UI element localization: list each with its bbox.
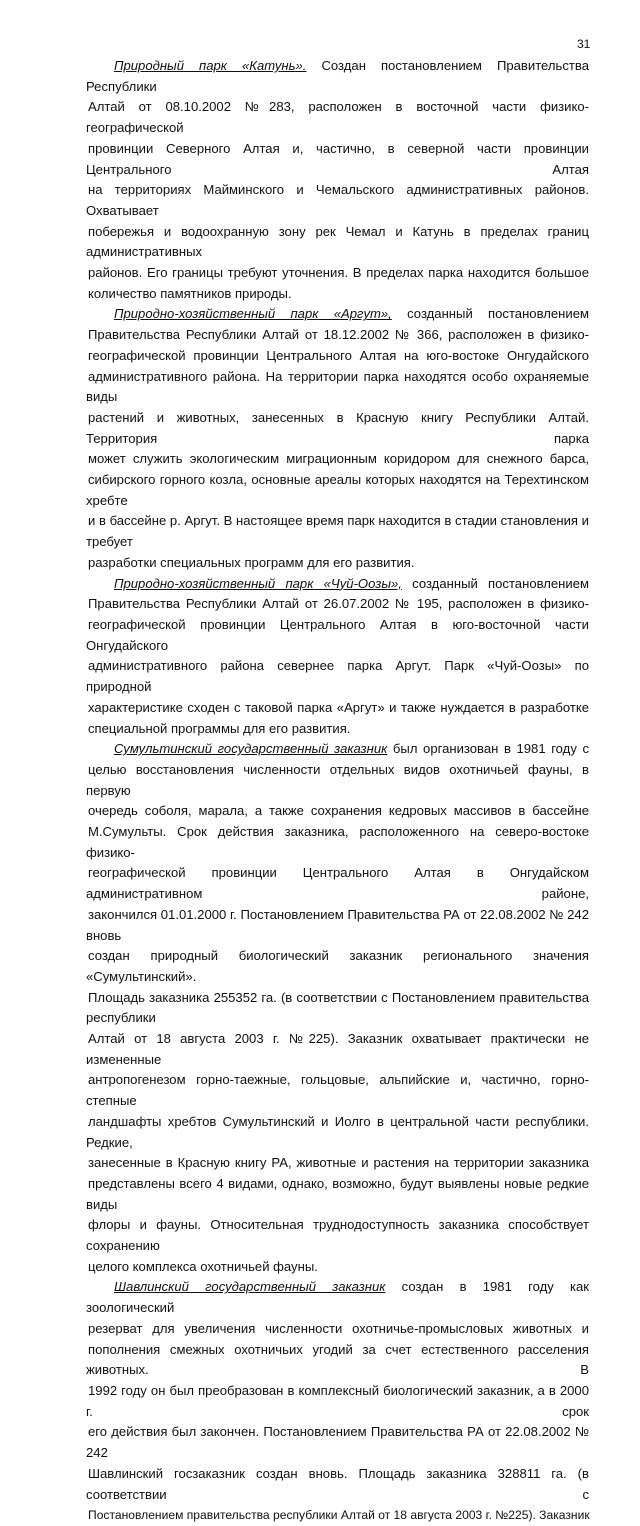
line-text: административного района. На территории парка находятся особо охраняемые виды: [86, 368, 589, 405]
text-line: [86, 139, 589, 180]
line-text: Алтай от 08.10.2002 №283, расположен в восточной части физико-географической: [86, 99, 589, 136]
line-text: его действия был закончен. Постановлением Правительства РА от 22.08.2002 № 242: [86, 1424, 589, 1461]
line-text: Площадь заказника 255352 га. (в соответствии с Постановлением правительства республики: [86, 989, 589, 1026]
line-text: специальной программы для его развития.: [88, 720, 351, 736]
line-text: представлены всего 4 видами, однако, возможно, будут выявлены новые редкие виды: [86, 1175, 589, 1212]
line-text: географической провинции Центрального Алтая в Онгудайском административном районе,: [86, 865, 589, 902]
paragraph: [86, 56, 589, 304]
line-text: провинции Северного Алтая и, частично, в северной части провинции Центрального Алтая: [86, 140, 589, 177]
line-text: географической провинции Центрального Алтая в юго-восточной части Онгудайского: [86, 616, 589, 653]
line-text: антропогенезом горно-таежные, гольцовые, альпийские и, частично, горно-степные: [86, 1072, 589, 1109]
section-heading: Природно-хозяйственный парк «Аргут»,: [114, 306, 392, 322]
line-text: флоры и фауны. Относительная труднодоступность заказника способствует сохранению: [86, 1217, 589, 1254]
line-text: Шавлинский госзаказник создан вновь. Площадь заказника 328811 га. (в соответствии с: [86, 1465, 589, 1502]
line-text: количество памятников природы.: [88, 285, 292, 301]
text-line: [86, 1153, 589, 1174]
line-text: сибирского горного козла, основные ареалы которых находятся на Терехтинском хребте: [86, 472, 589, 508]
line-text: был организован в 1981 году с: [392, 741, 589, 757]
text-line: [86, 656, 589, 697]
section-heading: Природно-хозяйственный парк «Чуй-Оозы»,: [114, 575, 402, 591]
line-text: районов. Его границы требуют уточнения. В пределах парка находится большое: [88, 265, 589, 281]
line-text: целью восстановления численности отдельных видов охотничьей фауны, в первую: [86, 761, 589, 798]
line-text: созданный постановлением: [407, 306, 590, 322]
text-line: [86, 760, 589, 801]
section-heading: Природный парк «Катунь».: [114, 58, 307, 73]
text-line: [86, 574, 589, 595]
line-text: занесенные в Красную книгу РА, животные и растения на территории заказника: [88, 1155, 589, 1171]
paragraph: [86, 574, 589, 740]
text-line: [86, 822, 589, 863]
line-text: Правительства Республики Алтай от 18.12.2002 № 366, расположен в физико-: [88, 327, 589, 343]
text-line: [86, 284, 589, 305]
line-text: и в бассейне р. Аргут. В настоящее время парк находится в стадии становления и требует: [86, 513, 589, 550]
text-line: [86, 1029, 589, 1070]
text-line: [86, 449, 589, 470]
text-line: [86, 1174, 589, 1215]
line-text: 1992 году он был преобразован в комплексный биологический заказник, а в 2000 г. срок: [86, 1383, 589, 1419]
line-text: Алтай от 18 августа 2003 г. №225). Заказник охватывает практически не измененные: [86, 1031, 589, 1067]
text-line: [86, 1340, 589, 1381]
text-line: [86, 408, 589, 449]
text-line: [86, 946, 589, 987]
text-line: [86, 511, 589, 552]
text-line: [86, 222, 589, 263]
line-text: ландшафты хребтов Сумультинский и Иолго в центральной части республики. Редкие,: [86, 1113, 589, 1150]
line-text: закончился 01.01.2000 г. Постановлением Правительства РА от 22.08.2002 № 242 вновь: [86, 906, 589, 943]
line-text: географической провинции Центрального Алтая на юго-востоке Онгудайского: [88, 347, 589, 363]
text-line: [86, 553, 589, 574]
line-text: на территориях Майминского и Чемальского административных районов. Охватывает: [86, 182, 589, 218]
text-line: [86, 263, 589, 284]
text-line: [86, 325, 589, 346]
line-text: целого комплекса охотничьей фауны.: [88, 1258, 318, 1274]
line-text: Создан постановлением Правительства Республики: [86, 58, 589, 94]
section-heading: Шавлинский государственный заказник: [114, 1279, 386, 1295]
line-text: создан природный биологический заказник регионального значения «Сумультинский».: [86, 948, 589, 984]
section-heading: Сумультинский государственный заказник: [114, 741, 388, 757]
text-line: [86, 1422, 589, 1463]
text-line: [86, 988, 589, 1029]
line-text: административного района севернее парка Аргут. Парк «Чуй-Оозы» по природной: [86, 658, 589, 695]
text-line: [86, 863, 589, 904]
text-line: [86, 1319, 589, 1340]
text-line: [86, 905, 589, 946]
line-text: очередь соболя, марала, а также сохранения кедровых массивов в бассейне: [88, 803, 589, 819]
text-line: [86, 719, 589, 740]
text-line: [86, 1070, 589, 1111]
line-text: создан в 1981 году как зоологический: [86, 1279, 589, 1316]
text-line: [86, 470, 589, 511]
line-text: характеристике сходен с таковой парка «Аргут» и также нуждается в разработке: [88, 699, 589, 715]
text-line: [86, 346, 589, 367]
text-line: [86, 367, 589, 408]
document-body: [86, 56, 589, 1526]
line-text: резерват для увеличения численности охотничье-промысловых животных и: [88, 1320, 589, 1336]
line-text: пополнения смежных охотничьих угодий за счет естественного расселения животных. В: [86, 1341, 589, 1378]
line-text: М.Сумульты. Срок действия заказника, расположенного на северо-востоке физико-: [86, 824, 589, 860]
text-line: [86, 1112, 589, 1153]
paragraph: [86, 1277, 589, 1525]
text-line: [86, 1215, 589, 1256]
text-line: [86, 594, 589, 615]
text-line: [86, 739, 589, 760]
text-line: [86, 304, 589, 325]
line-text: растений и животных, занесенных в Красную книгу Республики Алтай. Территория парка: [86, 409, 589, 446]
text-line: [86, 698, 589, 719]
text-line: [86, 56, 589, 97]
line-text: разработки специальных программ для его развития.: [88, 554, 415, 570]
line-text: созданный постановлением: [412, 575, 590, 591]
text-line: [86, 1464, 589, 1505]
text-line: [86, 180, 589, 221]
text-line: [86, 1277, 589, 1318]
paragraph: [86, 739, 589, 1277]
line-text: может служить экологическим миграционным коридором для снежного барса,: [88, 451, 589, 467]
line-text: Постановлением правительства республики Алтай от 18 августа 2003 г. №225). Заказник: [88, 1508, 590, 1523]
text-line: [86, 1257, 589, 1278]
page-number: 31: [577, 37, 591, 51]
text-line: [86, 801, 589, 822]
paragraph: [86, 304, 589, 573]
text-line: [86, 1381, 589, 1422]
text-line: [86, 97, 589, 138]
line-text: побережья и водоохранную зону рек Чемал и Катунь в пределах границ административных: [86, 223, 589, 260]
line-text: Правительства Республики Алтай от 26.07.2002 № 195, расположен в физико-: [88, 596, 589, 612]
text-line: [86, 615, 589, 656]
text-line: [86, 1505, 589, 1526]
